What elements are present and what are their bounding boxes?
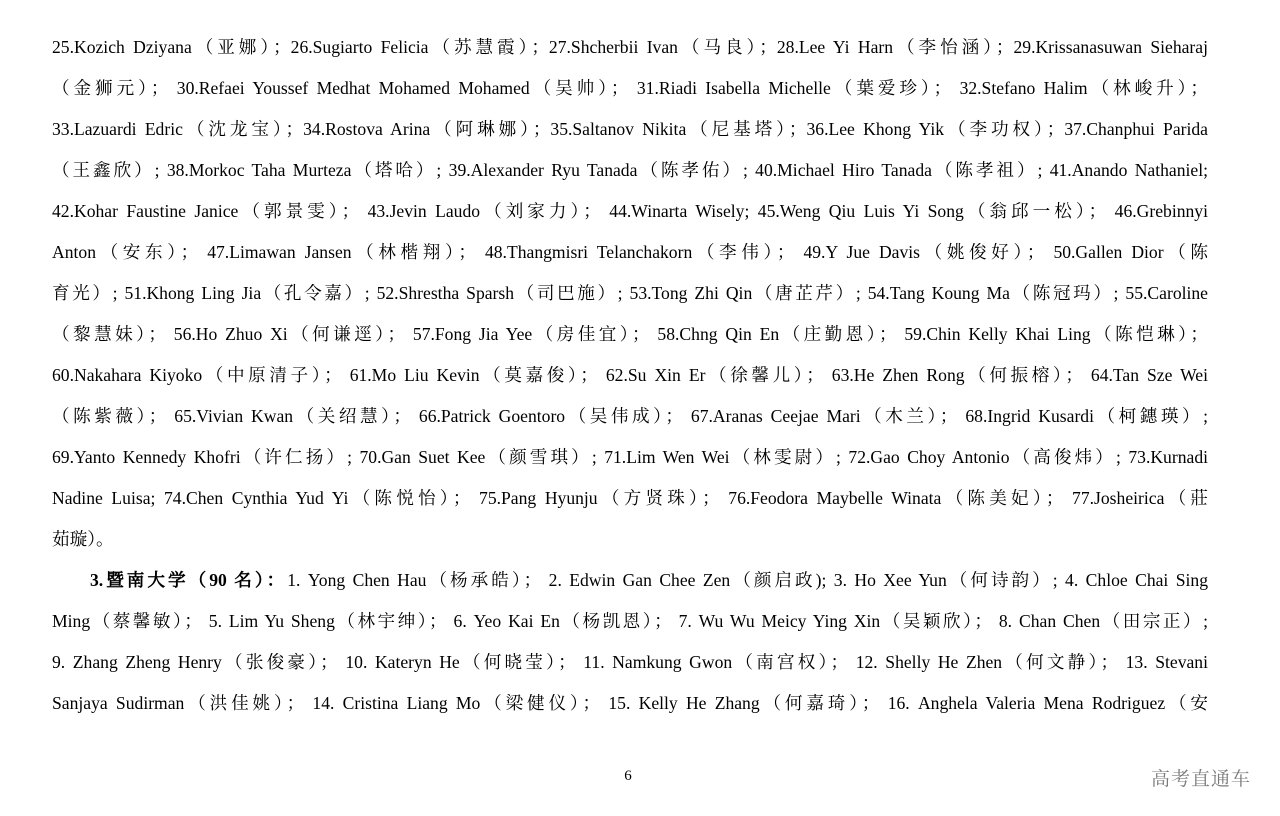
section-3-line: Ming（蔡馨敏）； 5. Lim Yu Sheng（林宇绅）； 6. Yeo Kai En（杨凯恩）； 7. Wu Wu Meicy Ying Xin（吴颖欣）； 8. Chan Chen（田宗正）; — [52, 611, 1208, 631]
document-line: Nadine Luisa; 74.Chen Cynthia Yud Yi（陈悦怡）； 75.Pang Hyunju（方贤珠）； 76.Feodora Maybelle Winata（陈美妃）； 77.Josheirica（莊 — [52, 488, 1208, 508]
document-line: Anton（安东）； 47.Limawan Jansen（林楷翔）； 48.Thangmisri Telanchakorn（李伟）； 49.Y Jue Davis（姚俊好）； 50.Gallen Dior（陈 — [52, 242, 1208, 262]
document-line: （陈紫薇）； 65.Vivian Kwan（关绍慧）； 66.Patrick Goentoro（吴伟成）； 67.Aranas Ceejae Mari（木兰）； 68.Ingrid Kusardi（柯鏸瑛）; — [52, 406, 1208, 426]
document-line: 33.Lazuardi Edric（沈龙宝）；34.Rostova Arina（阿琳娜）；35.Saltanov Nikita（尼基塔）；36.Lee Khong Yik（李功权）；37.Chanphui Parida — [52, 119, 1208, 139]
document-line: 25.Kozich Dziyana（亚娜）；26.Sugiarto Felicia（苏慧霞）；27.Shcherbii Ivan（马良）；28.Lee Yi Harn（李怡涵）；29.Krissanasuwan Sieharaj — [52, 37, 1208, 57]
document-line: 育光）; 51.Khong Ling Jia（孔令嘉）; 52.Shrestha Sparsh（司巴施）; 53.Tong Zhi Qin（唐芷芹）; 54.Tang Koung Ma（陈冠玛）; 55.Caroline — [52, 283, 1208, 303]
section-3-first-line — [52, 563, 1208, 604]
document-line: （王鑫欣）; 38.Morkoc Taha Murteza（塔哈）; 39.Alexander Ryu Tanada（陈孝佑）; 40.Michael Hiro Tanada（陈孝祖）; 41.Anando Nathaniel; — [52, 160, 1208, 180]
document-line: （金狮元）； 30.Refaei Youssef Medhat Mohamed Mohamed（吴帅）； 31.Riadi Isabella Michelle（葉爱珍）； 32.Stefano Halim（林峻升）； — [52, 78, 1208, 98]
document-line: 42.Kohar Faustine Janice（郭景雯）； 43.Jevin Laudo（刘家力）； 44.Winarta Wisely; 45.Weng Qiu Luis Yi Song（翁邱一松）； 46.Grebinnyi — [52, 201, 1208, 221]
document-line: 69.Yanto Kennedy Khofri（许仁扬）; 70.Gan Suet Kee（颜雪琪）; 71.Lim Wen Wei（林雯尉）; 72.Gao Choy Antonio（高俊炜）; 73.Kurnadi — [52, 447, 1208, 467]
section-3-heading: 3.暨南大学（90 名）： — [90, 570, 288, 590]
document-line: 茹璇）。 — [52, 529, 114, 549]
document-line: （黎慧妹）； 56.Ho Zhuo Xi（何谦逕）； 57.Fong Jia Yee（房佳宜）； 58.Chng Qin En（庄勤恩）； 59.Chin Kelly Khai Ling（陈恺琳）； — [52, 324, 1208, 344]
watermark-logo-text: 高考直通车 — [1150, 768, 1251, 790]
document-body — [52, 30, 1208, 727]
page-number: 6 — [624, 768, 632, 784]
section-3-line-text: 1. Yong Chen Hau（杨承皓）； 2. Edwin Gan Chee Zen（颜启政); 3. Ho Xee Yun（何诗韵）; 4. Chloe Chai Sing — [287, 570, 1208, 590]
section-3-line: 9. Zhang Zheng Henry（张俊豪）； 10. Kateryn He（何晓莹）； 11. Namkung Gwon（南宫权）； 12. Shelly He Zhen（何文静）； 13. Stevani — [52, 652, 1208, 672]
document-line: 60.Nakahara Kiyoko（中原清子）； 61.Mo Liu Kevin（莫嘉俊）； 62.Su Xin Er（徐馨儿）； 63.He Zhen Rong（何振榕）； 64.Tan Sze Wei — [52, 365, 1208, 385]
section-3-line: Sanjaya Sudirman（洪佳姚）； 14. Cristina Liang Mo（梁健仪）； 15. Kelly He Zhang（何嘉琦）； 16. Anghela Valeria Mena Rodriguez（安 — [52, 693, 1208, 713]
